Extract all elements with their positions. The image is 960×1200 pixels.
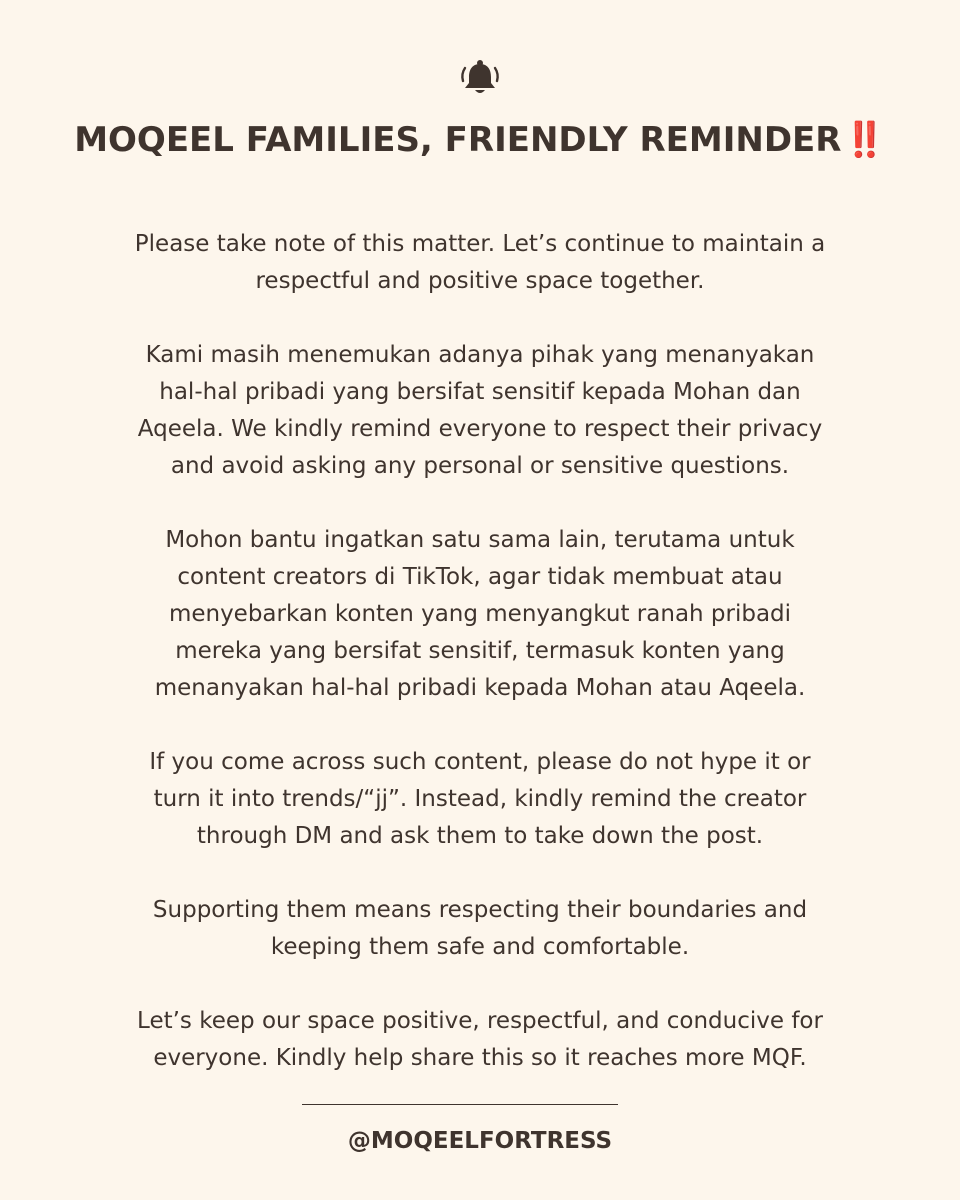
text-line: hal-hal pribadi yang bersifat sensitif kepada Mohan dan [159, 379, 801, 405]
paragraph-closing [60, 1003, 900, 1077]
text-line: everyone. Kindly help share this so it reaches more MQF. [153, 1045, 807, 1071]
paragraph-content-action [60, 744, 900, 855]
account-handle: @MOQEELFORTRESS [347, 1128, 613, 1154]
paragraph-intro [60, 226, 900, 300]
text-line: respectful and positive space together. [255, 268, 705, 294]
text-line: content creators di TikTok, agar tidak membuat atau [177, 564, 783, 590]
text-line: turn it into trends/“jj”. Instead, kindly remind the creator [153, 786, 807, 812]
divider [302, 1104, 618, 1105]
paragraph-privacy [60, 337, 900, 485]
message-body [60, 226, 900, 1077]
paragraph-support [60, 892, 900, 966]
paragraph-creators [60, 522, 900, 707]
page-title [0, 120, 960, 160]
text-line: Please take note of this matter. Let’s continue to maintain a [134, 231, 826, 257]
bell-icon [459, 58, 501, 98]
text-line: Aqeela. We kindly remind everyone to respect their privacy [137, 416, 823, 442]
text-line: Kami masih menemukan adanya pihak yang menanyakan [145, 342, 815, 368]
title-text: MOQEEL FAMILIES, FRIENDLY REMINDER [74, 120, 842, 160]
text-line: and avoid asking any personal or sensitive questions. [170, 453, 790, 479]
text-line: Let’s keep our space positive, respectful, and conducive for [137, 1008, 823, 1034]
text-line: Supporting them means respecting their boundaries and [152, 897, 808, 923]
text-line: through DM and ask them to take down the post. [196, 823, 764, 849]
text-line: menanyakan hal-hal pribadi kepada Mohan atau Aqeela. [154, 675, 806, 701]
text-line: menyebarkan konten yang menyangkut ranah pribadi [168, 601, 792, 627]
text-line: If you come across such content, please do not hype it or [149, 749, 811, 775]
text-line: Mohon bantu ingatkan satu sama lain, terutama untuk [165, 527, 795, 553]
text-line: keeping them safe and comfortable. [270, 934, 690, 960]
text-line: mereka yang bersifat sensitif, termasuk konten yang [175, 638, 785, 664]
double-exclamation-icon: ‼️ [843, 120, 886, 160]
